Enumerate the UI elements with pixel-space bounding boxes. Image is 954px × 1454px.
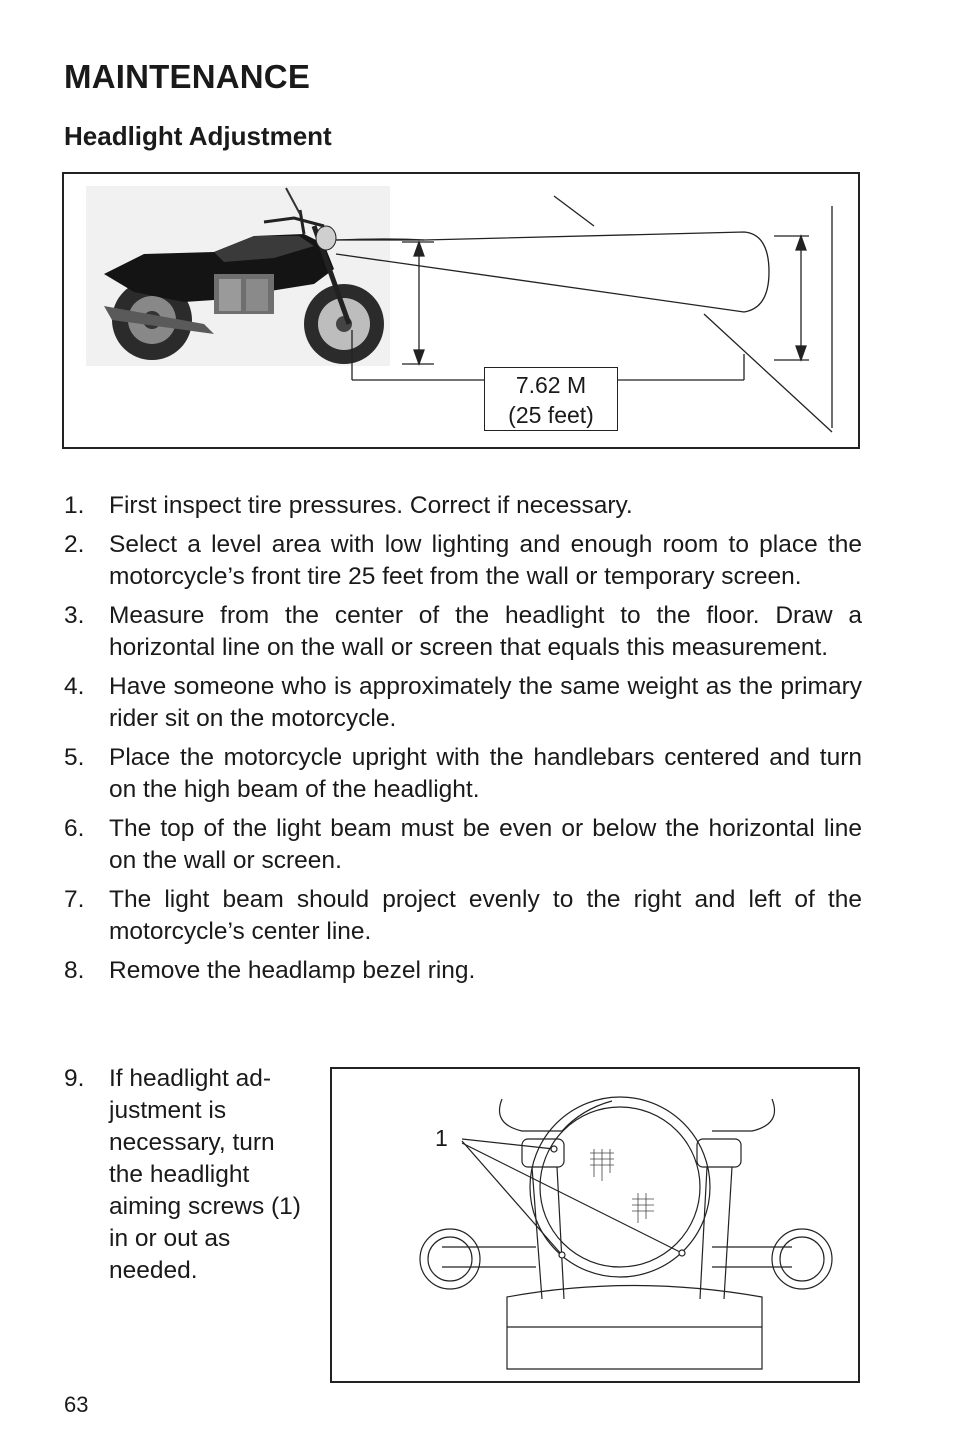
step-item — [64, 813, 862, 877]
step-number: 5. — [64, 744, 85, 771]
step-text: Place the motorcycle upright with the handlebars centered and turn on the high beam of the headlight. — [109, 744, 862, 803]
step-number: 6. — [64, 815, 85, 842]
step-item — [64, 671, 862, 735]
section-title: MAINTENANCE — [64, 58, 311, 95]
step-text: Select a level area with low lighting and enough room to place the motorcycle’s front tire 25 feet from the wall or temporary screen. — [109, 531, 862, 590]
headlight-beam-diagram — [64, 174, 858, 447]
step-item — [64, 490, 862, 522]
subsection-title: Headlight Adjustment — [64, 121, 332, 151]
callout-label: 1 — [435, 1125, 448, 1151]
step-text: First inspect tire pressures. Correct if necessary. — [109, 492, 633, 519]
step-text: The top of the light beam must be even or below the horizontal line on the wall or screen. — [109, 815, 862, 874]
step-text: Remove the headlamp bezel ring. — [109, 957, 476, 984]
step-item — [64, 600, 862, 664]
step-text: If headlight ad-justment is necessary, turn the headlight aiming screws (1) in or out as needed. — [109, 1065, 301, 1284]
step-item — [64, 955, 862, 987]
step-number: 2. — [64, 531, 85, 558]
step-text: Have someone who is approximately the same weight as the primary rider sit on the motorcycle. — [109, 673, 862, 732]
headlight-distance-figure — [62, 172, 860, 449]
distance-metric: 7.62 M — [515, 372, 587, 398]
motorcycle-illustration — [86, 186, 390, 366]
step-number: 7. — [64, 886, 85, 913]
step-text: The light beam should project evenly to the right and left of the motorcycle’s center line. — [109, 886, 862, 945]
step-item — [64, 529, 862, 593]
step-number: 8. — [64, 957, 85, 984]
step-item — [64, 884, 862, 948]
procedure-steps — [64, 490, 862, 994]
headlight-front-diagram — [332, 1069, 858, 1381]
step-number: 1. — [64, 492, 85, 519]
step-number: 3. — [64, 602, 85, 629]
headlight-aiming-screws-figure — [330, 1067, 860, 1383]
step-number: 4. — [64, 673, 85, 700]
step-text: Measure from the center of the headlight to the floor. Draw a horizontal line on the wall or screen that equals this measurement. — [109, 602, 862, 661]
distance-imperial: (25 feet) — [508, 402, 594, 428]
page-number: 63 — [64, 1392, 89, 1417]
distance-label — [484, 367, 618, 431]
step-number: 9. — [64, 1065, 85, 1092]
step-item — [64, 742, 862, 806]
